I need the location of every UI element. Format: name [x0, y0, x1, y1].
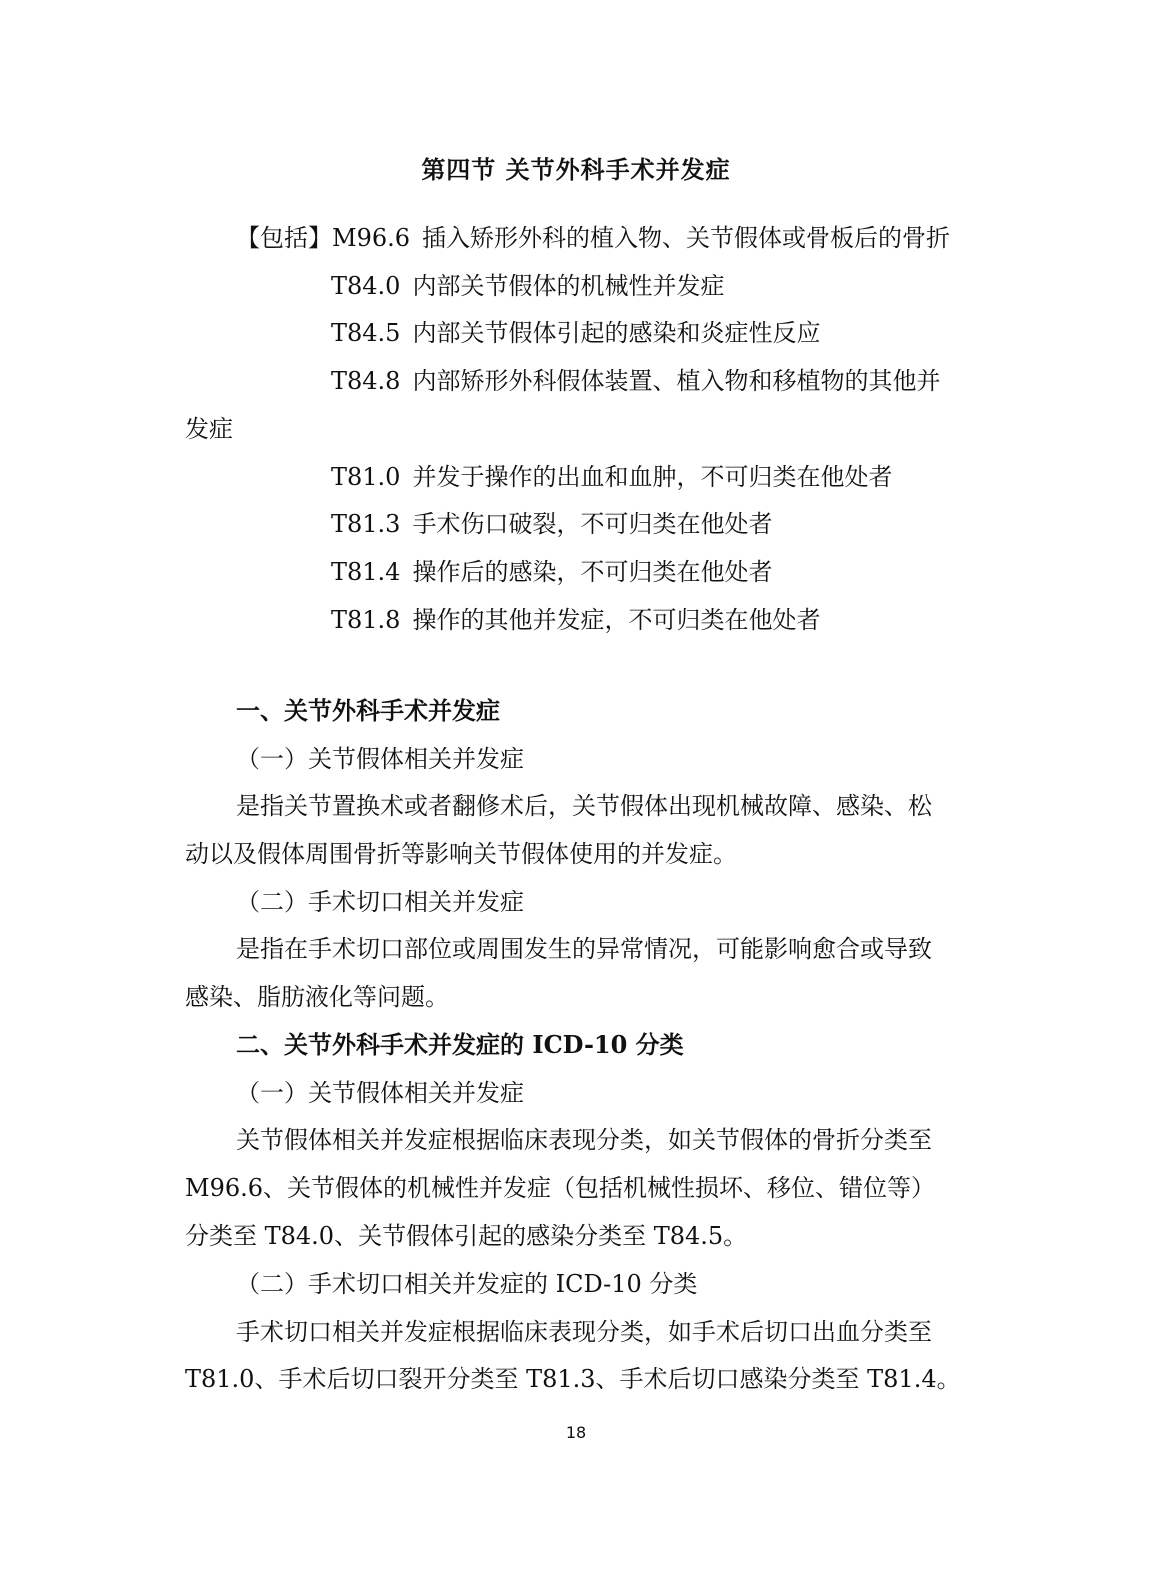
icd-description: 插入矫形外科的植入物、关节假体或骨板后的骨折	[422, 224, 951, 252]
paragraph-line: M96.6、关节假体的机械性并发症（包括机械性损坏、移位、错位等）	[185, 1174, 936, 1202]
icd-code: T84.8	[331, 367, 401, 395]
includes-item	[236, 222, 950, 254]
icd-description: 操作后的感染，不可归类在他处者	[412, 558, 773, 586]
includes-item	[331, 461, 892, 493]
page-title: 第四节 关节外科手术并发症	[421, 155, 731, 184]
paragraph-line: 感染、脂肪液化等问题。	[185, 983, 449, 1011]
icd-description: 并发于操作的出血和血肿，不可归类在他处者	[412, 463, 893, 491]
paragraph-line: 动以及假体周围骨折等影响关节假体使用的并发症。	[185, 840, 737, 868]
includes-item-continuation: 发症	[185, 415, 233, 443]
includes-label: 【包括】	[236, 224, 332, 252]
subsection-heading: （一）关节假体相关并发症	[236, 745, 524, 773]
icd-description: 内部矫形外科假体装置、植入物和移植物的其他并	[412, 367, 941, 395]
icd-description: 内部关节假体的机械性并发症	[412, 272, 725, 300]
page-number: 18	[565, 1423, 587, 1442]
icd-code: T84.0	[331, 272, 401, 300]
icd-code: T81.0	[331, 463, 401, 491]
section-heading: 一、关节外科手术并发症	[236, 696, 500, 725]
icd-description: 手术伤口破裂，不可归类在他处者	[412, 510, 773, 538]
paragraph-line: 分类至 T84.0、关节假体引起的感染分类至 T84.5。	[185, 1222, 748, 1250]
includes-item	[331, 604, 820, 636]
icd-code: T81.8	[331, 606, 401, 634]
subsection-heading: （二）手术切口相关并发症的 ICD-10 分类	[236, 1270, 698, 1298]
includes-item	[331, 270, 724, 302]
includes-item	[331, 317, 820, 349]
subsection-heading: （一）关节假体相关并发症	[236, 1079, 524, 1107]
subsection-heading: （二）手术切口相关并发症	[236, 888, 524, 916]
icd-code: T81.4	[331, 558, 401, 586]
paragraph-line: 是指在手术切口部位或周围发生的异常情况，可能影响愈合或导致	[236, 935, 932, 963]
icd-description: 内部关节假体引起的感染和炎症性反应	[412, 319, 821, 347]
icd-description: 操作的其他并发症，不可归类在他处者	[412, 606, 821, 634]
icd-code: T81.3	[331, 510, 401, 538]
paragraph-line: 关节假体相关并发症根据临床表现分类，如关节假体的骨折分类至	[236, 1126, 932, 1154]
paragraph-line: 是指关节置换术或者翻修术后，关节假体出现机械故障、感染、松	[236, 792, 932, 820]
icd-code: M96.6	[332, 224, 411, 252]
includes-item	[331, 365, 940, 397]
paragraph-line: T81.0、手术后切口裂开分类至 T81.3、手术后切口感染分类至 T81.4。	[185, 1365, 961, 1393]
paragraph-line: 手术切口相关并发症根据临床表现分类，如手术后切口出血分类至	[236, 1318, 932, 1346]
includes-item	[331, 508, 772, 540]
section-heading: 二、关节外科手术并发症的 ICD-10 分类	[236, 1030, 684, 1059]
includes-item	[331, 556, 772, 588]
icd-code: T84.5	[331, 319, 401, 347]
